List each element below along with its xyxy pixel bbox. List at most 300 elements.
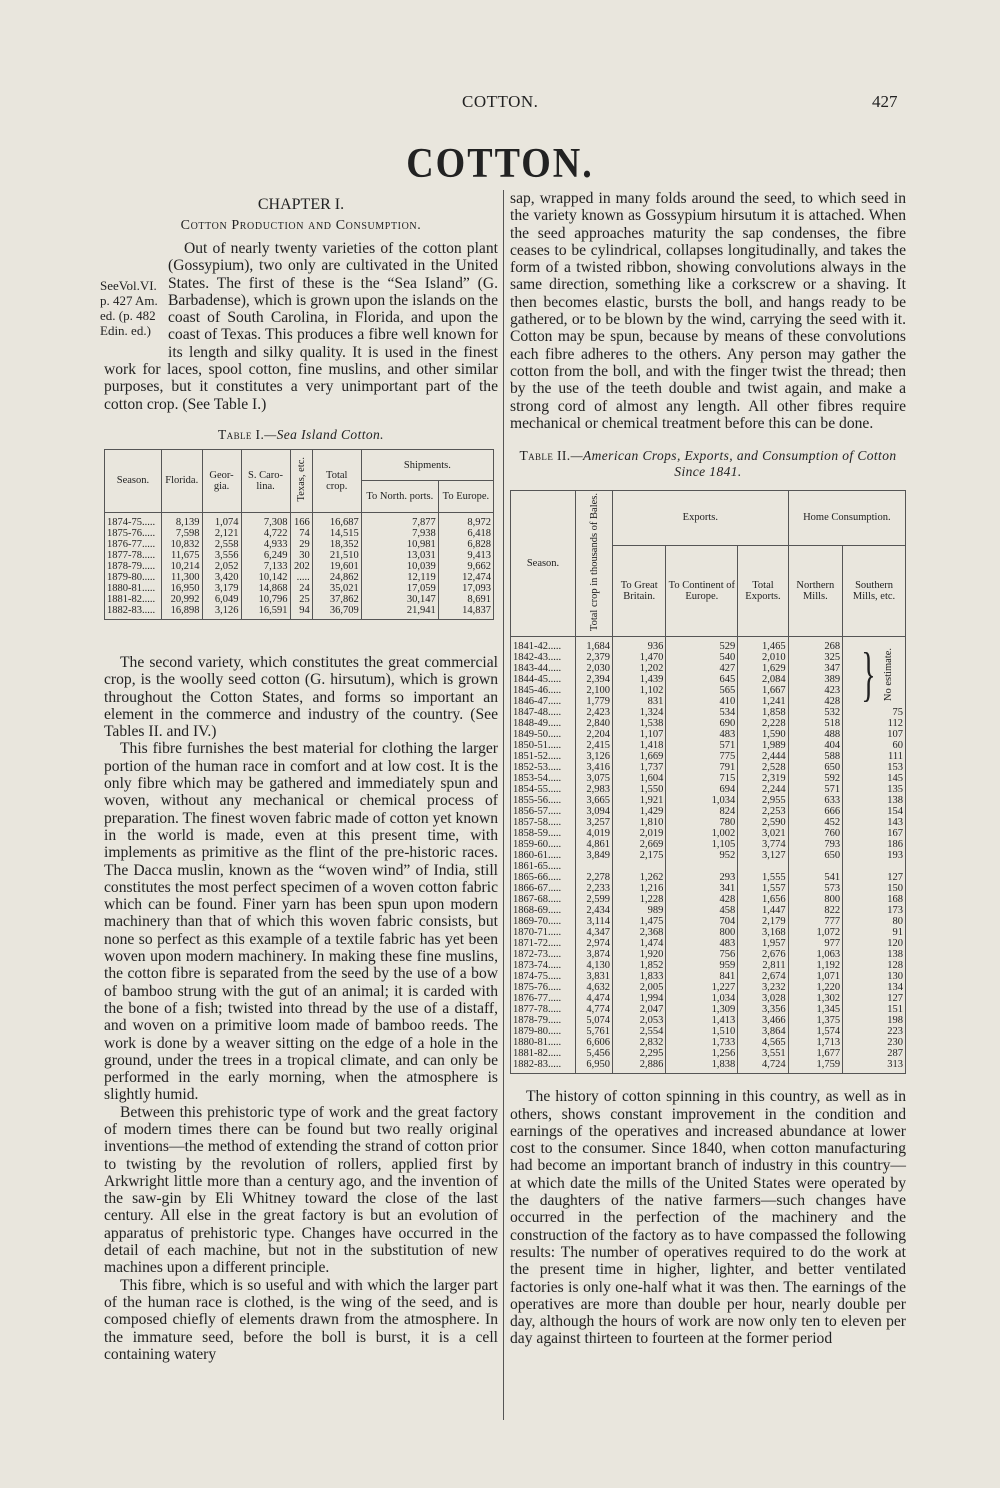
table-cell: 1,858	[738, 707, 788, 718]
col-header-vertical: Texas, etc.	[295, 457, 307, 502]
table-cell: 127	[843, 993, 906, 1004]
table-row	[511, 905, 906, 916]
brace-icon: }	[861, 641, 876, 708]
table-cell: 287	[843, 1048, 906, 1059]
table-row	[511, 784, 906, 795]
table-cell: 540	[666, 652, 738, 663]
table-cell: 841	[666, 971, 738, 982]
table-cell: 452	[788, 817, 842, 828]
table-cell: 1,413	[666, 1015, 738, 1026]
table-cell: 2,674	[738, 971, 788, 982]
row-label: 1848-49.....	[511, 718, 576, 729]
table-cell: 4,474	[576, 993, 613, 1004]
table-cell: 91	[843, 927, 906, 938]
row-label: 1860-61.....	[511, 850, 576, 861]
running-head-title: COTTON.	[462, 92, 539, 111]
table-cell: 17,059	[361, 583, 438, 594]
table-cell: 2,983	[576, 784, 613, 795]
table-cell: 1,833	[613, 971, 666, 982]
row-label: 1841-42.....	[511, 637, 576, 653]
table-row	[105, 572, 494, 583]
table-cell: 325	[788, 652, 842, 663]
table-cell: 12,474	[438, 572, 493, 583]
table-cell: 2,368	[613, 927, 666, 938]
table-cell: 534	[666, 707, 738, 718]
table-row	[511, 718, 906, 729]
table-cell: 4,933	[241, 539, 290, 550]
table-cell	[576, 861, 613, 872]
table-cell: 37,862	[312, 594, 361, 605]
table-row	[511, 1015, 906, 1026]
row-label: 1855-56.....	[511, 795, 576, 806]
table-label: Table II.	[519, 448, 571, 464]
column-divider	[503, 190, 504, 1420]
table-cell: 130	[843, 971, 906, 982]
table-cell: 791	[666, 762, 738, 773]
table-cell: 11,675	[161, 550, 202, 561]
table-cell: 20,992	[161, 594, 202, 605]
table-cell: 775	[666, 751, 738, 762]
table-cell: 1,684	[576, 637, 613, 653]
row-label: 1851-52.....	[511, 751, 576, 762]
table-cell: 168	[843, 894, 906, 905]
table-cell: 14,837	[438, 605, 493, 620]
table-cell: 166	[290, 512, 312, 528]
table-row	[511, 949, 906, 960]
table-cell: 2,047	[613, 1004, 666, 1015]
table-row	[511, 894, 906, 905]
row-label: 1846-47.....	[511, 696, 576, 707]
table-cell: 3,127	[738, 850, 788, 861]
table-cell: 3,179	[202, 583, 241, 594]
table-row	[511, 762, 906, 773]
row-label: 1870-71.....	[511, 927, 576, 938]
table-row	[511, 828, 906, 839]
table-cell: 7,308	[241, 512, 290, 528]
table-cell: 2,228	[738, 718, 788, 729]
col-header: Total crop.	[312, 449, 361, 512]
table-cell: 3,849	[576, 850, 613, 861]
table-row	[511, 971, 906, 982]
table-cell: 6,049	[202, 594, 241, 605]
table-title: —American Crops, Exports, and Consumption of Cotton Since 1841.	[570, 448, 897, 480]
table-cell: 347	[788, 663, 842, 674]
running-head	[0, 92, 1000, 116]
no-estimate-note: No estimate.	[882, 647, 894, 701]
row-label: 1871-72.....	[511, 938, 576, 949]
table-cell: 1,241	[738, 696, 788, 707]
margin-note-line: ed. (p. 482	[100, 308, 156, 323]
table-cell: 19,601	[312, 561, 361, 572]
paragraph: The history of cotton spinning in this country, as well as in others, shows constant improvement in the condition and earnings of the operatives and increased abundance at lower cost to the consumer. Since 1840, when cotton manufacturing had become an important branch of industry in this country—at which date the mills of the United States were operated by the daughters of the native farmers—such changes have occurred in the perfection of the machinery and the construction of the factory as to have compassed the following results: The number of operatives required to do the work at the present time in higher, lighter, and better ventilated factories is only one-half what it was then. The earnings of the operatives are more than double per hour, nearly double per day, although the hours of work are now only ten to eleven per day against thirteen to fourteen at the former period	[510, 1088, 906, 1348]
table-cell: 111	[843, 751, 906, 762]
table-cell: 2,434	[576, 905, 613, 916]
table-cell: 12,119	[361, 572, 438, 583]
table-caption	[104, 427, 498, 443]
col-header: Florida.	[161, 449, 202, 512]
row-label: 1856-57.....	[511, 806, 576, 817]
table-cell: 2,053	[613, 1015, 666, 1026]
row-label: 1878-79.....	[511, 1015, 576, 1026]
table-cell: 1,375	[788, 1015, 842, 1026]
table-cell: 3,665	[576, 795, 613, 806]
table-cell: 138	[843, 795, 906, 806]
col-header-group: Home Consumption.	[788, 491, 905, 545]
table-row	[105, 539, 494, 550]
table-cell: 428	[788, 696, 842, 707]
table-cell: 3,168	[738, 927, 788, 938]
table-cell: 10,796	[241, 594, 290, 605]
table-row	[511, 872, 906, 883]
table-cell: 977	[788, 938, 842, 949]
row-label: 1852-53.....	[511, 762, 576, 773]
col-header: To Europe.	[438, 481, 493, 513]
table-cell: 1,733	[666, 1037, 738, 1048]
margin-note-line: p. 427 Am.	[100, 293, 158, 308]
table-cell: 1,105	[666, 839, 738, 850]
table-cell: 3,874	[576, 949, 613, 960]
table-cell: 16,591	[241, 605, 290, 620]
table-cell: 30	[290, 550, 312, 561]
table-row	[511, 1048, 906, 1059]
row-label: 1844-45.....	[511, 674, 576, 685]
table-cell: 36,709	[312, 605, 361, 620]
paragraph: This fibre furnishes the best material for clothing the larger portion of the human race in comfort and at low cost. It is the only fibre which may be gathered and immediately spun and woven, without any mechanical or chemical process of preparation. The finest woven fabric made of cotton yet known in the world is made, even at this present time, with implements as primitive as the flint of the pre-historic races. The Dacca muslin, known as the “woven wind” of India, still constitutes the most perfect specimen of a woven cotton fabric which can be found. Finer yarn has been spun upon modern machinery than that of which this woven fabric consists, but none so perfect as this example of a textile fabric has yet been woven upon modern machinery. In making these fine muslins, the cotton fibre is separated from the seed by the use of a bow of bamboo strung with the gut of an animal; it is carded with the bone of a fish; twisted into thread by the use of a distaff, and woven on a primitive loom made of bamboo reeds. The work is done by a weaver sitting on the edge of a hole in the ground, under the trees in a tropical climate, and can only be performed in the early morning, when the atmosphere is slightly humid.	[104, 740, 498, 1104]
table-body	[511, 637, 906, 1074]
col-header-vertical: Total crop in thousands of Bales.	[588, 493, 600, 632]
table-row	[105, 561, 494, 572]
table-cell: 120	[843, 938, 906, 949]
table-cell: 1,737	[613, 762, 666, 773]
table-cell: 10,039	[361, 561, 438, 572]
table-cell: 800	[788, 894, 842, 905]
table-cell: 777	[788, 916, 842, 927]
table-row	[511, 938, 906, 949]
row-label: 1876-77.....	[511, 993, 576, 1004]
table-cell: 10,214	[161, 561, 202, 572]
table-cell: 75	[843, 707, 906, 718]
row-label: 1874-75.....	[105, 512, 162, 528]
table-cell: 80	[843, 916, 906, 927]
table-cell: 715	[666, 773, 738, 784]
table-row	[511, 1026, 906, 1037]
page-title: COTTON.	[406, 140, 594, 188]
table-cell: 150	[843, 883, 906, 894]
row-label: 1881-82.....	[105, 594, 162, 605]
table-cell: 541	[788, 872, 842, 883]
col-header-group: Shipments.	[361, 449, 493, 481]
col-header: To North. ports.	[361, 481, 438, 513]
paragraph: This fibre, which is so useful and with which the larger part of the human race is clothed, is the wing of the seed, and is composed chiefly of elements drawn from the atmosphere. In the immature seed, before the boll is burst, it is a cell containing watery	[104, 1276, 498, 1363]
table-cell: 571	[788, 784, 842, 795]
table-cell: 936	[613, 637, 666, 653]
table-cell: 1,447	[738, 905, 788, 916]
row-label: 1842-43.....	[511, 652, 576, 663]
row-label: 1881-82.....	[511, 1048, 576, 1059]
table-cell: 3,774	[738, 839, 788, 850]
table-cell: 1,227	[666, 982, 738, 993]
row-label: 1861-65.....	[511, 861, 576, 872]
row-label: 1858-59.....	[511, 828, 576, 839]
paragraph: Out of nearly twenty varieties of the cotton plant (Gossypium), two only are cultivated in the United States. The first of these is the “Sea Island” (G. Barbadense), which is grown upon the islands on the coast of South Carolina, in Florida, and upon the coast of Texas. This produces a fibre well known for its length and silky quality. It is used in the finest work for laces, spool cotton, fine muslins, and other similar purposes, but it constitutes a very unimportant part of the cotton crop. (See Table I.)	[104, 240, 498, 413]
table-cell: 173	[843, 905, 906, 916]
table-cell: 11,300	[161, 572, 202, 583]
table-cell: 3,232	[738, 982, 788, 993]
crops-exports-table	[510, 490, 906, 1074]
table-cell: 1,202	[613, 663, 666, 674]
table-cell: 341	[666, 883, 738, 894]
left-column	[100, 192, 498, 1363]
table-cell: 2,590	[738, 817, 788, 828]
table-cell: 2,974	[576, 938, 613, 949]
col-header: S. Caro-lina.	[241, 449, 290, 512]
table-cell: 1,309	[666, 1004, 738, 1015]
table-cell: 1,228	[613, 894, 666, 905]
table-cell: 952	[666, 850, 738, 861]
row-label: 1865-66.....	[511, 872, 576, 883]
table-row	[511, 729, 906, 740]
row-label: 1882-83.....	[105, 605, 162, 620]
table-cell: 6,950	[576, 1059, 613, 1074]
table-cell: 17,093	[438, 583, 493, 594]
table-cell: 10,832	[161, 539, 202, 550]
table-cell: 1,759	[788, 1059, 842, 1074]
table-cell: 1,713	[788, 1037, 842, 1048]
table-cell: 16,898	[161, 605, 202, 620]
table-cell: 571	[666, 740, 738, 751]
table-cell: 1,510	[666, 1026, 738, 1037]
table-cell: 2,179	[738, 916, 788, 927]
table-cell: 2,084	[738, 674, 788, 685]
table-row	[511, 883, 906, 894]
table-cell: 2,030	[576, 663, 613, 674]
table-cell: 645	[666, 674, 738, 685]
row-label: 1869-70.....	[511, 916, 576, 927]
table-cell	[788, 861, 842, 872]
row-label: 1859-60.....	[511, 839, 576, 850]
table-row	[105, 605, 494, 620]
table-cell: 186	[843, 839, 906, 850]
table-cell: 3,466	[738, 1015, 788, 1026]
table-cell: 1,604	[613, 773, 666, 784]
table-cell: 6,418	[438, 528, 493, 539]
table-cell: 704	[666, 916, 738, 927]
table-row	[511, 960, 906, 971]
table-cell: 458	[666, 905, 738, 916]
table-cell: 1,074	[202, 512, 241, 528]
table-cell: 650	[788, 762, 842, 773]
table-cell: 2,394	[576, 674, 613, 685]
table-cell: 2,886	[613, 1059, 666, 1074]
table-cell: 1,629	[738, 663, 788, 674]
table-cell: 1,216	[613, 883, 666, 894]
table-cell: 1,324	[613, 707, 666, 718]
col-header	[576, 491, 613, 637]
row-label: 1854-55.....	[511, 784, 576, 795]
table-row	[511, 1037, 906, 1048]
intro-block	[100, 240, 498, 413]
table-cell: 1,920	[613, 949, 666, 960]
table-cell: 2,423	[576, 707, 613, 718]
table-cell: 1,220	[788, 982, 842, 993]
table-cell	[843, 637, 906, 708]
table-cell: 138	[843, 949, 906, 960]
table-cell: 1,102	[613, 685, 666, 696]
table-cell: 7,598	[161, 528, 202, 539]
table-cell: 3,864	[738, 1026, 788, 1037]
table-row	[105, 550, 494, 561]
table-row	[105, 512, 494, 528]
table-cell: 202	[290, 561, 312, 572]
section-heading: Cotton Production and Consumption.	[180, 218, 422, 233]
table-cell: 2,175	[613, 850, 666, 861]
table-cell: 2,233	[576, 883, 613, 894]
table-cell	[613, 861, 666, 872]
table-cell: 2,669	[613, 839, 666, 850]
table-cell: 7,877	[361, 512, 438, 528]
table-cell: 1,475	[613, 916, 666, 927]
row-label: 1849-50.....	[511, 729, 576, 740]
table-cell: 2,244	[738, 784, 788, 795]
table-row	[511, 927, 906, 938]
table-cell: 760	[788, 828, 842, 839]
table-cell: 959	[666, 960, 738, 971]
table-cell: 3,126	[576, 751, 613, 762]
table-cell: 529	[666, 637, 738, 653]
col-header: Northern Mills.	[788, 545, 842, 637]
table-cell: 1,002	[666, 828, 738, 839]
row-label: 1880-81.....	[511, 1037, 576, 1048]
table-cell: 13,031	[361, 550, 438, 561]
table-cell: 5,456	[576, 1048, 613, 1059]
table-cell: 389	[788, 674, 842, 685]
table-cell: 6,828	[438, 539, 493, 550]
row-label: 1853-54.....	[511, 773, 576, 784]
table-cell: 1,063	[788, 949, 842, 960]
col-header: Total Exports.	[738, 545, 788, 637]
table-cell: 193	[843, 850, 906, 861]
paragraph: Between this prehistoric type of work and the great factory of modern times there can be found but two really original inventions—the method of extending the strand of cotton prior to twisting by the revolution of rollers, applied first by Arkwright little more than a century ago, and the invention of the saw-gin by Eli Whitney toward the close of the last century. All else in the great factory is but an evolution of apparatus of prehistoric type. Changes have occurred in the detail of each machine, but not in the substitution of new machines upon a different principle.	[104, 1103, 498, 1277]
table-cell: 2,955	[738, 795, 788, 806]
col-header: Geor-gia.	[202, 449, 241, 512]
row-label: 1882-83.....	[511, 1059, 576, 1074]
table-cell: 1,302	[788, 993, 842, 1004]
table-row	[511, 637, 906, 653]
row-label: 1847-48.....	[511, 707, 576, 718]
table-cell: 824	[666, 806, 738, 817]
table-cell	[843, 861, 906, 872]
table-cell: 1,418	[613, 740, 666, 751]
col-header-group: Exports.	[613, 491, 789, 545]
table-cell: 4,565	[738, 1037, 788, 1048]
table-row	[511, 751, 906, 762]
table-title: —Sea Island Cotton.	[264, 426, 384, 442]
table-row	[105, 583, 494, 594]
table-body	[105, 512, 494, 619]
table-cell: 1,810	[613, 817, 666, 828]
table-cell: 14,868	[241, 583, 290, 594]
table-cell: 694	[666, 784, 738, 795]
table-cell: 831	[613, 696, 666, 707]
table-cell: 2,010	[738, 652, 788, 663]
table-cell: 3,126	[202, 605, 241, 620]
col-header	[290, 449, 312, 512]
chapter-heading: CHAPTER I.	[257, 196, 345, 213]
table-cell: 3,028	[738, 993, 788, 1004]
table-cell: 16,950	[161, 583, 202, 594]
margin-note-line: Edin. ed.)	[100, 323, 151, 338]
table-cell	[666, 861, 738, 872]
table-cell: 1,555	[738, 872, 788, 883]
table-cell: 198	[843, 1015, 906, 1026]
table-cell: 7,938	[361, 528, 438, 539]
table-row	[511, 707, 906, 718]
table-cell: 404	[788, 740, 842, 751]
table-cell: 9,413	[438, 550, 493, 561]
table-cell: 633	[788, 795, 842, 806]
table-cell: 2,253	[738, 806, 788, 817]
table-cell: 1,557	[738, 883, 788, 894]
table-cell: 2,676	[738, 949, 788, 960]
table-cell: 666	[788, 806, 842, 817]
table-cell: 2,319	[738, 773, 788, 784]
table-row	[511, 1004, 906, 1015]
table-cell: 35,021	[312, 583, 361, 594]
row-label: 1850-51.....	[511, 740, 576, 751]
table-cell: 2,278	[576, 872, 613, 883]
table-cell: 1,852	[613, 960, 666, 971]
table-cell: 2,052	[202, 561, 241, 572]
col-header: To Continent of Europe.	[666, 545, 738, 637]
row-label: 1879-80.....	[105, 572, 162, 583]
table-cell: 153	[843, 762, 906, 773]
table-cell: 650	[788, 850, 842, 861]
table-cell: 2,558	[202, 539, 241, 550]
table-cell: 128	[843, 960, 906, 971]
table-cell: 565	[666, 685, 738, 696]
table-row	[511, 861, 906, 872]
table-cell: 112	[843, 718, 906, 729]
table-cell: 14,515	[312, 528, 361, 539]
table-cell: 4,861	[576, 839, 613, 850]
table-row	[511, 839, 906, 850]
table-cell: 2,121	[202, 528, 241, 539]
table-cell: 2,100	[576, 685, 613, 696]
margin-note	[100, 278, 164, 338]
table-cell: 3,021	[738, 828, 788, 839]
table-cell: 8,972	[438, 512, 493, 528]
table-label: Table I.	[218, 426, 265, 442]
table-cell: 145	[843, 773, 906, 784]
table-cell: 2,295	[613, 1048, 666, 1059]
row-label: 1879-80.....	[511, 1026, 576, 1037]
table-cell: 8,139	[161, 512, 202, 528]
table-cell: 1,439	[613, 674, 666, 685]
row-label: 1867-68.....	[511, 894, 576, 905]
table-cell: 16,687	[312, 512, 361, 528]
row-label: 1878-79.....	[105, 561, 162, 572]
table-cell: 1,957	[738, 938, 788, 949]
row-label: 1875-76.....	[511, 982, 576, 993]
table-cell: 1,550	[613, 784, 666, 795]
table-cell: 4,722	[241, 528, 290, 539]
table-cell: 822	[788, 905, 842, 916]
col-header: To Great Britain.	[613, 545, 666, 637]
table-cell: 1,345	[788, 1004, 842, 1015]
table-row	[511, 850, 906, 861]
table-cell: 3,075	[576, 773, 613, 784]
table-cell: 1,262	[613, 872, 666, 883]
